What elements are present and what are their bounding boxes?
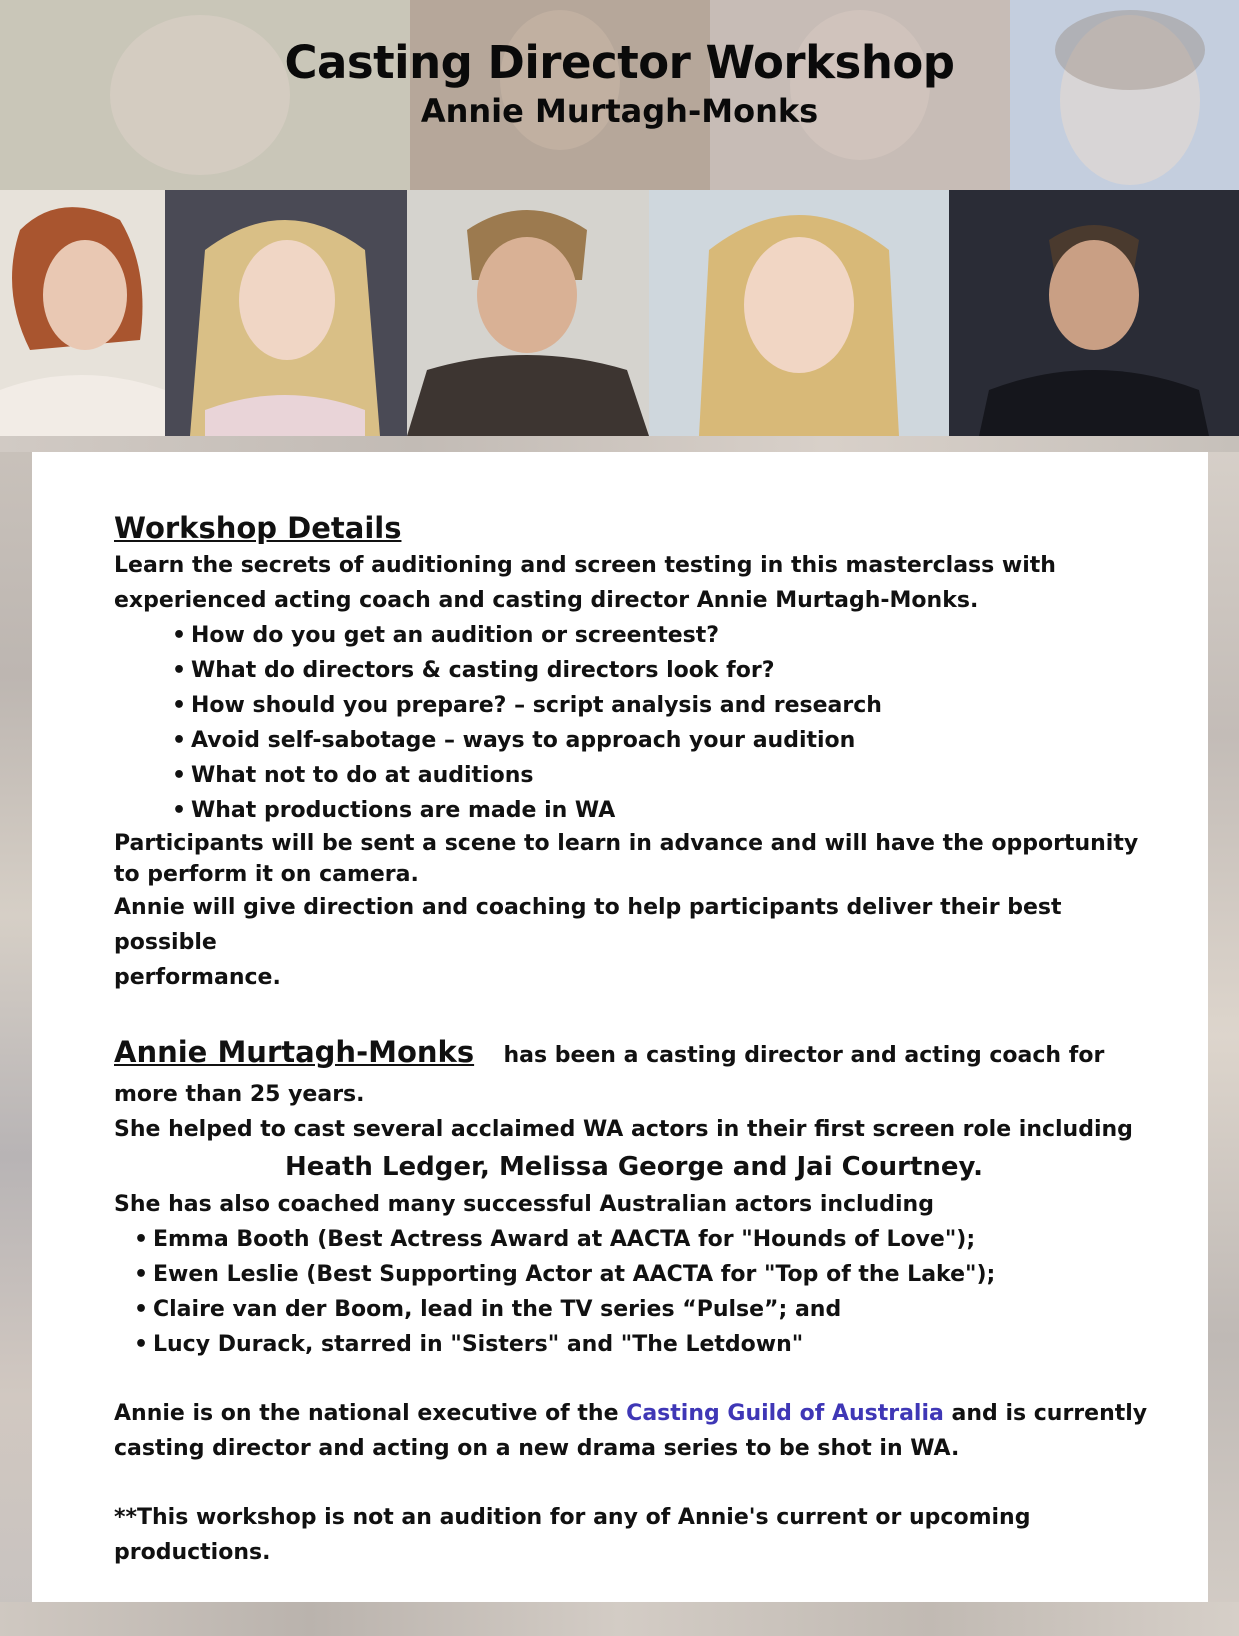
list-item: • Lucy Durack, starred in "Sisters" and "The Letdown" <box>114 1327 1154 1362</box>
bio-line: She has also coached many successful Australian actors including <box>114 1192 934 1217</box>
background-photo <box>0 436 1239 452</box>
executive-line <box>114 1396 1154 1431</box>
bio-highlight: Heath Ledger, Melissa George and Jai Courtney. <box>285 1152 983 1182</box>
list-item: • Emma Booth (Best Actress Award at AACTA for "Hounds of Love"); <box>114 1222 1154 1257</box>
workshop-intro-line: experienced acting coach and casting director Annie Murtagh-Monks. <box>114 588 979 613</box>
workshop-paragraph-line: to perform it on camera. <box>114 862 419 887</box>
bio-line: more than 25 years. <box>114 1082 365 1107</box>
list-item: • Ewen Leslie (Best Supporting Actor at AACTA for "Top of the Lake"); <box>114 1257 1154 1292</box>
list-item: • What do directors & casting directors look for? <box>114 653 1154 688</box>
background-photo <box>1208 436 1239 1636</box>
bio-name: Annie Murtagh-Monks <box>114 1035 475 1069</box>
workshop-topics-list <box>114 618 1154 828</box>
workshop-paragraph-line: performance. <box>114 965 281 990</box>
headshot-photo <box>649 190 949 436</box>
headshot-photo <box>949 190 1239 436</box>
bio-line: She helped to cast several acclaimed WA actors in their first screen role including <box>114 1117 1133 1142</box>
actors-list <box>114 1222 1154 1362</box>
workshop-heading: Workshop Details <box>114 511 402 545</box>
list-item: • Claire van der Boom, lead in the TV series “Pulse”; and <box>114 1292 1154 1327</box>
bio-intro <box>114 1031 1154 1077</box>
list-item: • How should you prepare? – script analysis and research <box>114 688 1154 723</box>
executive-line: casting director and acting on a new drama series to be shot in WA. <box>114 1436 960 1461</box>
headshot-photo <box>407 190 649 436</box>
workshop-intro-line: Learn the secrets of auditioning and screen testing in this masterclass with <box>114 553 1056 578</box>
executive-text: and is currently <box>943 1401 1148 1426</box>
headshot-photo <box>165 190 407 436</box>
casting-guild-link[interactable]: Casting Guild of Australia <box>626 1401 944 1426</box>
list-item: • How do you get an audition or screentest? <box>114 618 1154 653</box>
content-card <box>32 452 1208 1602</box>
workshop-paragraph-line: Participants will be sent a scene to learn in advance and will have the opportunity <box>114 831 1139 856</box>
list-item: • Avoid self-sabotage – ways to approach your audition <box>114 723 1154 758</box>
executive-text: Annie is on the national executive of the <box>114 1401 627 1426</box>
list-item: • What not to do at auditions <box>114 758 1154 793</box>
content-body <box>114 508 1154 1570</box>
bio-line: has been a casting director and acting coach for <box>503 1043 1105 1068</box>
list-item: • What productions are made in WA <box>114 793 1154 828</box>
page-title: Casting Director Workshop <box>284 36 955 89</box>
headshot-strip <box>0 190 1239 436</box>
page-subtitle: Annie Murtagh-Monks <box>420 91 819 130</box>
headshot-photo <box>0 190 165 436</box>
background-photo <box>0 436 32 1636</box>
workshop-paragraph-line: Annie will give direction and coaching to help participants deliver their best possible <box>114 895 1062 955</box>
background-photo <box>0 1602 1239 1636</box>
header <box>0 38 1239 130</box>
disclaimer-note: **This workshop is not an audition for any of Annie's current or upcoming productions. <box>114 1505 1031 1565</box>
